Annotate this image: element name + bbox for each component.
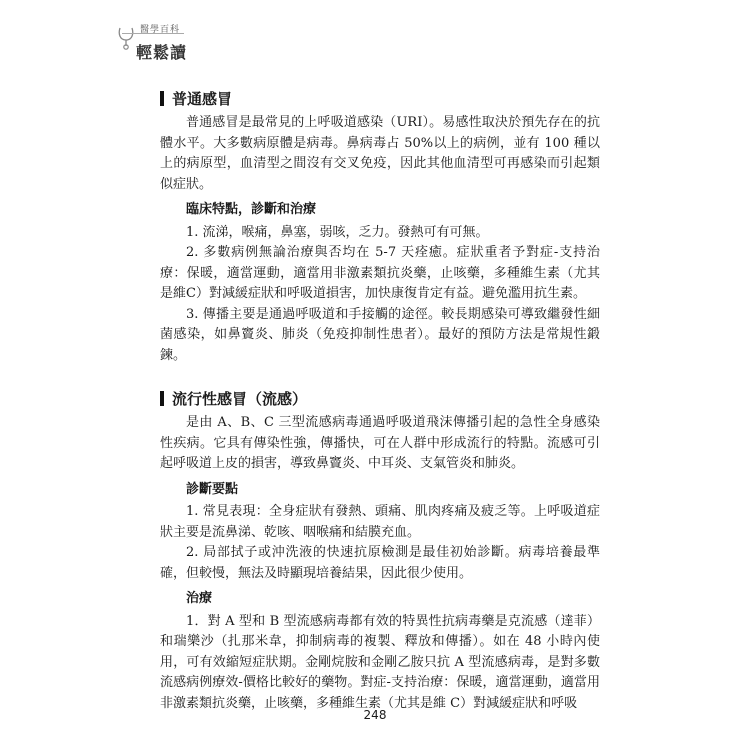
section-title-common-cold: [160, 88, 600, 109]
stethoscope-icon: [116, 26, 138, 50]
subheading: 治療: [186, 591, 213, 606]
subheading: 診斷要點: [186, 481, 239, 497]
list-item: 2. 局部拭子或沖洗液的快速抗原檢測是最佳初始診斷。病毒培養最準確，但較慢，無法及時顯現培養結果，因此很少使用。: [160, 545, 600, 581]
list-item: 3. 傳播主要是通過呼吸道和手接觸的途徑。較長期感染可導致繼發性細菌感染，如鼻竇炎、肺炎（免疫抑制性患者）。最好的預防方法是常規性鍛鍊。: [160, 306, 600, 363]
list-item: 2. 多數病例無論治療與否均在 5-7 天痊癒。症狀重者予對症-支持治療：保暖，適當運動，適當用非激素類抗炎藥，止咳藥，多種維生素（尤其是維C）對減緩症狀和呼吸道損害，加快康復肯定有益。避免濫用抗生素。: [160, 245, 600, 301]
subheading: 臨床特點，診斷和治療: [186, 202, 317, 217]
list-item: 1．對 A 型和 B 型流感病毒都有效的特異性抗病毒藥是克流感（達菲）和瑞樂沙（扎那米韋，抑制病毒的複製、釋放和傳播）。如在 48 小時內使用，可有效縮短症狀期。金剛烷胺和金剛乙胺只抗 A 型流感病毒，是對多數流感病例療效-價格比較好的藥物。對症-支持治療：保暖，適當運動，適當用非激素類抗炎藥，止咳藥，多種維生素（尤其是維 C）對減緩症狀和呼吸: [160, 613, 600, 711]
list-item: 1. 常見表現：全身症狀有發熱、頭痛、肌肉疼痛及疲乏等。上呼吸道症狀主要是流鼻涕、乾咳、咽喉痛和結膜充血。: [160, 504, 600, 540]
page-number: 248: [363, 708, 387, 722]
paragraph: 普通感冒是最常見的上呼吸道感染（URI）。易感性取決於預先存在的抗體水平。大多數病原體是病毒。鼻病毒占 50%以上的病例，並有 100 種以上的病原型，血清型之間沒有交叉免疫，因此其他血清型可再感染而引起類似症狀。: [160, 115, 600, 192]
section-title-influenza: [160, 388, 600, 409]
logo-main-text: 輕鬆讀: [136, 43, 188, 62]
page-content: [160, 88, 600, 714]
list-item: 1. 流涕，喉痛，鼻塞，弱咳，乏力。發熱可有可無。: [186, 224, 489, 240]
header-logo: [108, 18, 188, 68]
section-bar-icon: [160, 91, 164, 106]
section-title-text: 流行性感冒（流感）: [172, 390, 308, 408]
section-title-text: 普通感冒: [172, 90, 233, 108]
section-bar-icon: [160, 391, 164, 406]
paragraph: 是由 A、B、C 三型流感病毒通過呼吸道飛沫傳播引起的急性全身感染性疾病。它具有傳染性強，傳播快，可在人群中形成流行的特點。流感可引起呼吸道上皮的損害，導致鼻竇炎、中耳炎、支氣管炎和肺炎。: [160, 415, 600, 471]
logo-top-text: 醫學百科: [140, 25, 181, 35]
